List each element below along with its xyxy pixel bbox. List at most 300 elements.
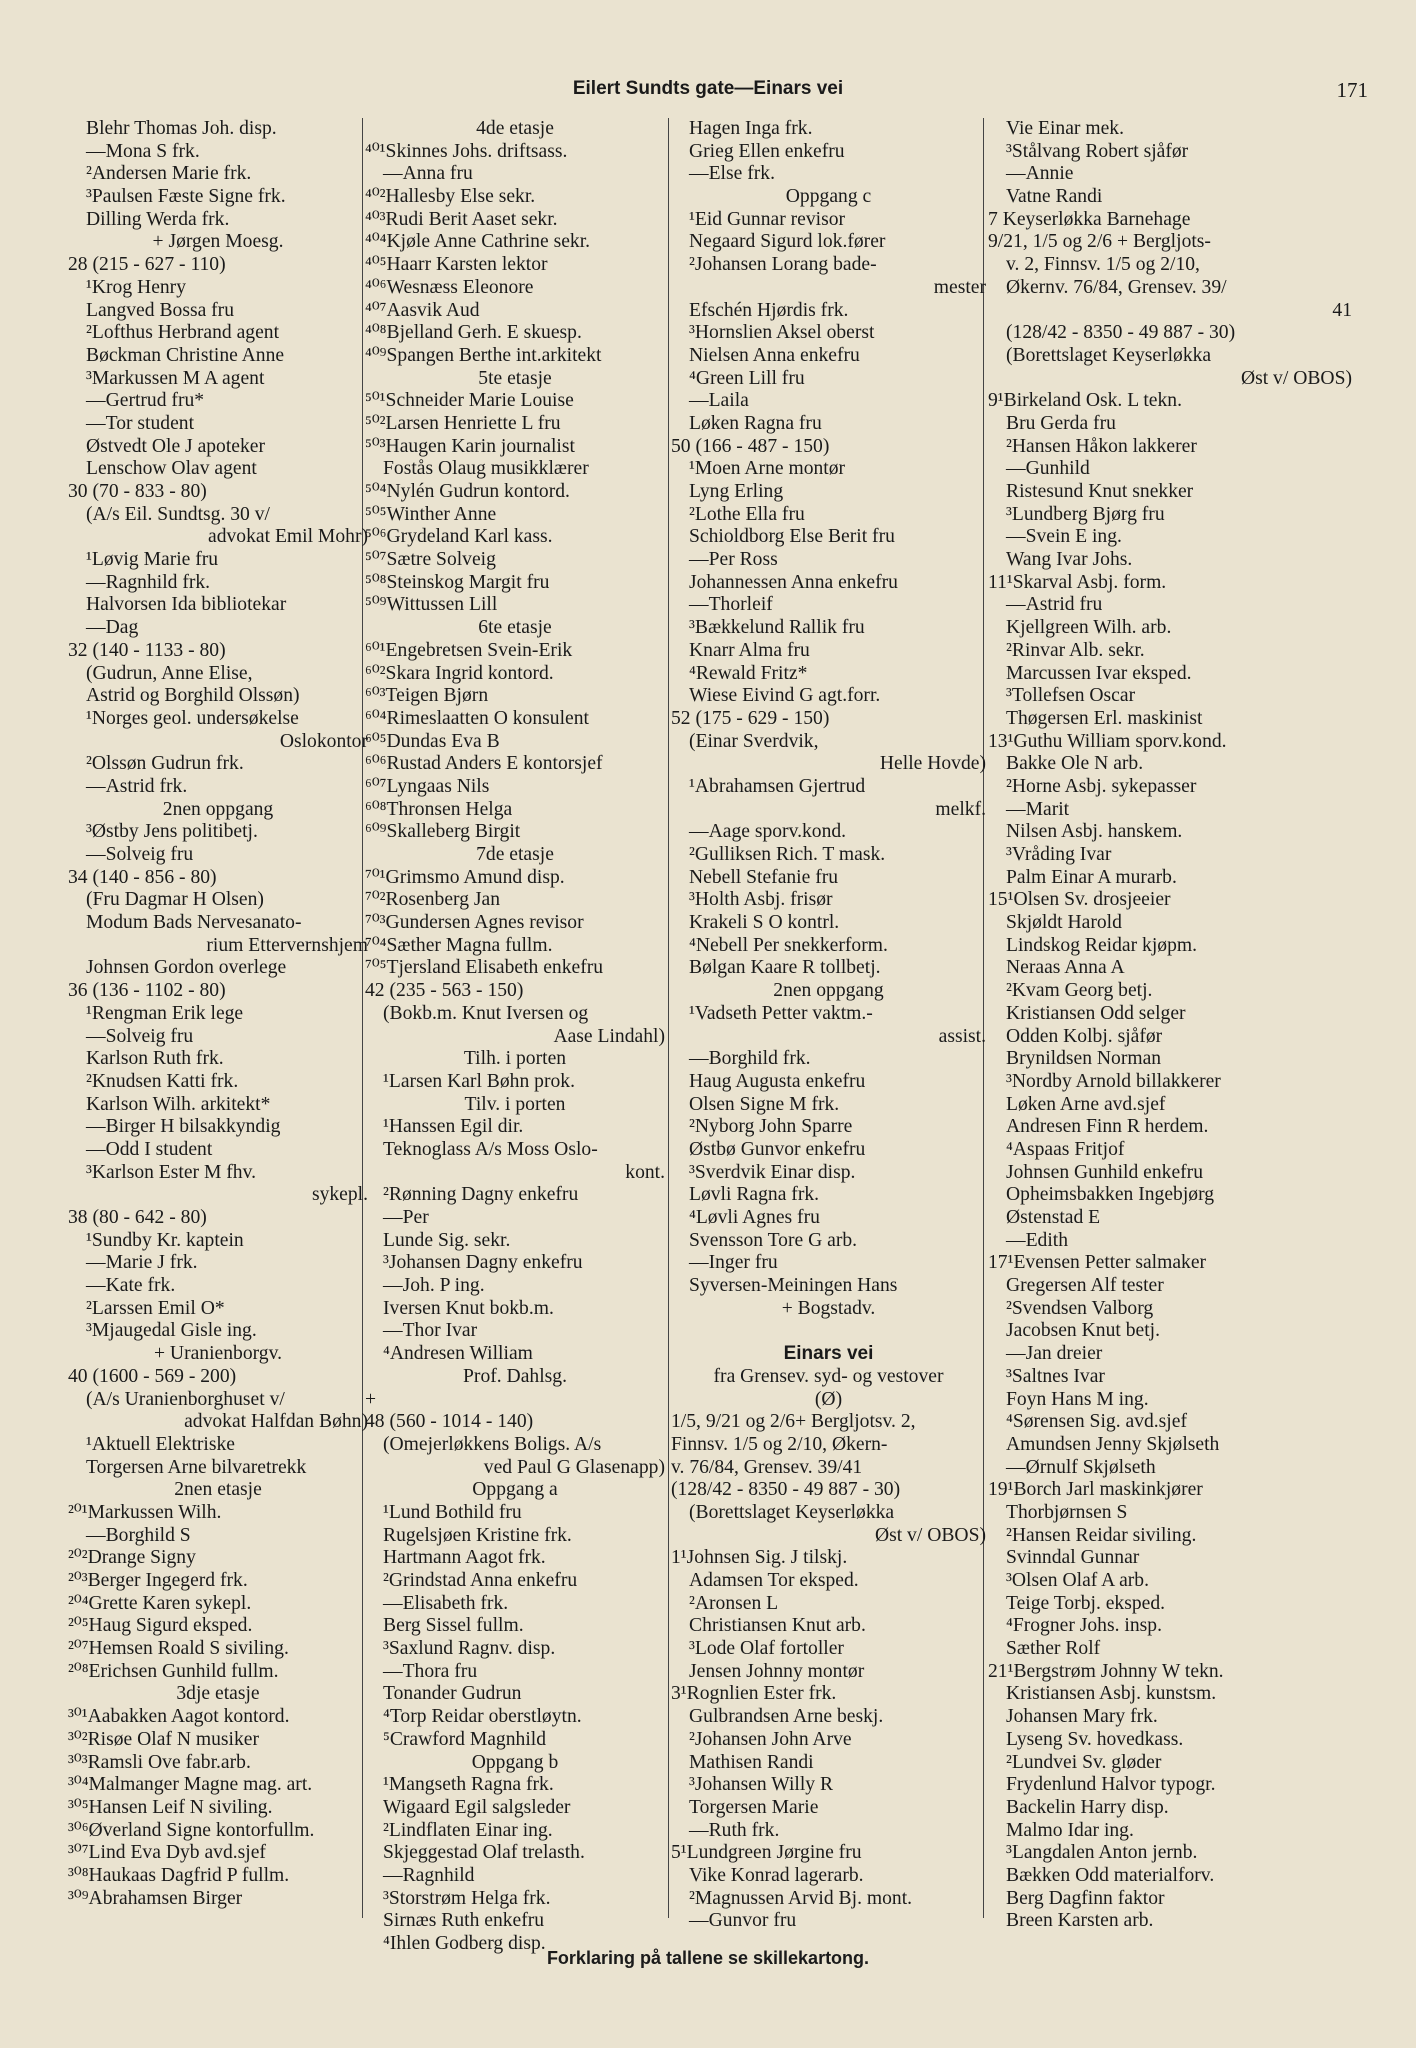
directory-line: Bru Gerda fru <box>1006 412 1116 434</box>
directory-line: ⁴Green Lill fru <box>689 367 805 389</box>
directory-line: ⁵Crawford Magnhild <box>383 1728 547 1750</box>
running-title: Eilert Sundts gate—Einars vei <box>572 78 844 99</box>
directory-line: Vatne Randi <box>1006 186 1103 208</box>
directory-line: 5¹Lundgreen Jørgine fru <box>671 1842 862 1864</box>
directory-line: rium Ettervernshjem <box>206 934 368 956</box>
directory-line: ²Andersen Marie frk. <box>86 163 252 185</box>
directory-line: + Bogstadv. <box>781 1297 876 1319</box>
directory-line: fra Grensev. syd- og vestover <box>713 1365 944 1387</box>
directory-line: —Annie <box>1006 163 1074 185</box>
directory-line: ²Horne Asbj. sykepasser <box>1006 775 1197 797</box>
directory-line: ⁵⁰⁷Sætre Solveig <box>365 549 496 571</box>
directory-line: 32 (140 - 1133 - 80) <box>68 639 226 661</box>
directory-line: Johnsen Gordon overlege <box>86 957 287 979</box>
directory-line: ⁴Nebell Per snekkerform. <box>689 934 888 956</box>
directory-line: ³⁰⁴Malmanger Magne mag. art. <box>68 1774 313 1796</box>
directory-line: ²⁰¹Markussen Wilh. <box>68 1501 222 1523</box>
directory-line: (128/42 - 8350 - 49 887 - 30) <box>671 1479 901 1501</box>
directory-line: Grieg Ellen enkefru <box>689 140 845 162</box>
directory-line: v. 76/84, Grensev. 39/41 <box>671 1456 863 1478</box>
directory-line: 41 <box>1332 299 1352 321</box>
directory-line: Rugelsjøen Kristine frk. <box>383 1524 572 1546</box>
directory-line: Lyng Erling <box>689 481 784 502</box>
directory-line: ²⁰⁷Hemsen Roald S siviling. <box>68 1638 289 1660</box>
directory-line: 30 (70 - 833 - 80) <box>68 481 207 502</box>
directory-line: Thøgersen Erl. maskinist <box>1006 707 1203 729</box>
directory-line: 3dje etasje <box>176 1683 260 1705</box>
directory-line: Kristiansen Asbj. kunstsm. <box>1006 1683 1217 1705</box>
directory-line: ³Lundberg Bjørg fru <box>1006 503 1165 525</box>
directory-line: ⁴⁰⁵Haarr Karsten lektor <box>365 254 548 276</box>
directory-line: ⁴Andresen William <box>383 1343 533 1365</box>
directory-line: 40 (1600 - 569 - 200) <box>68 1365 237 1387</box>
directory-line: + <box>365 1388 377 1410</box>
directory-line: ²Grindstad Anna enkefru <box>383 1570 578 1591</box>
directory-line: Lyseng Sv. hovedkass. <box>1006 1728 1184 1750</box>
directory-line: Neraas Anna A <box>1006 957 1125 979</box>
directory-line: ⁶⁰³Teigen Bjørn <box>365 685 489 707</box>
directory-line: advokat Emil Mohr) <box>208 526 368 548</box>
directory-line: Frydenlund Halvor typogr. <box>1006 1774 1216 1796</box>
directory-line: Bakke Ole N arb. <box>1006 753 1144 775</box>
directory-line: ³⁰³Ramsli Ove fabr.arb. <box>68 1751 251 1773</box>
directory-line: ³Nordby Arnold billakkerer <box>1006 1070 1221 1092</box>
directory-column-4 <box>988 118 1352 1933</box>
directory-line: Oppgang a <box>472 1479 558 1501</box>
directory-line: ²Lothe Ella fru <box>689 503 805 525</box>
directory-line: —Edith <box>1006 1229 1069 1251</box>
directory-line: ⁷⁰³Gundersen Agnes revisor <box>365 912 584 934</box>
directory-line: Mathisen Randi <box>689 1751 814 1773</box>
directory-line: —Thora fru <box>383 1660 478 1682</box>
directory-line: ⁴Torp Reidar oberstløytn. <box>383 1706 582 1728</box>
directory-line: ³Saxlund Ragnv. disp. <box>383 1638 556 1660</box>
directory-line: ²Nyborg John Sparre <box>689 1116 853 1138</box>
directory-line: Tonander Gudrun <box>383 1683 522 1705</box>
directory-line: ²Larssen Emil O* <box>86 1297 225 1319</box>
directory-line: Andresen Finn R herdem. <box>1006 1116 1209 1138</box>
directory-line: —Solveig fru <box>86 844 194 865</box>
directory-line: Wiese Eivind G agt.forr. <box>689 685 881 707</box>
directory-line: mester <box>933 276 986 298</box>
directory-line: ²Johansen Lorang bade- <box>689 254 877 276</box>
directory-line: Modum Bads Nervesanato- <box>86 912 302 934</box>
directory-line: ⁴⁰²Hallesby Else sekr. <box>365 186 536 208</box>
directory-line: Negaard Sigurd lok.fører <box>689 231 886 253</box>
directory-line: 52 (175 - 629 - 150) <box>671 707 830 729</box>
directory-line: 11¹Skarval Asbj. form. <box>988 571 1167 593</box>
directory-line: Nilsen Asbj. hanskem. <box>1006 821 1183 843</box>
directory-line: Finnsv. 1/5 og 2/10, Økern- <box>671 1433 888 1455</box>
directory-line: ¹Rengman Erik lege <box>86 1002 244 1024</box>
directory-line: —Elisabeth frk. <box>383 1592 509 1614</box>
directory-line: Kjellgreen Wilh. arb. <box>1006 617 1172 639</box>
directory-line: Breen Karsten arb. <box>1006 1910 1154 1932</box>
directory-line: ³Markussen M A agent <box>86 367 265 389</box>
directory-line: Berg Sissel fullm. <box>383 1615 524 1637</box>
directory-line: ¹Moen Arne montør <box>689 458 846 480</box>
directory-line: ⁴Ihlen Godberg disp. <box>383 1933 546 1954</box>
directory-line: Vike Konrad lagerarb. <box>689 1864 864 1886</box>
directory-line: Johannessen Anna enkefru <box>689 571 898 593</box>
directory-line: Christiansen Knut arb. <box>689 1615 866 1637</box>
directory-line: —Kate frk. <box>86 1275 176 1297</box>
directory-line: ³Saltnes Ivar <box>1006 1365 1105 1387</box>
directory-line: Tilv. i porten <box>464 1093 566 1115</box>
directory-line: + Uranienborgv. <box>153 1343 283 1365</box>
directory-line: ³Johansen Dagny enkefru <box>383 1252 583 1274</box>
directory-line: Haug Augusta enkefru <box>689 1070 866 1092</box>
directory-line: Malmo Idar ing. <box>1006 1819 1134 1841</box>
directory-line: —Birger H bilsakkyndig <box>86 1116 281 1138</box>
directory-line: Amundsen Jenny Skjølseth <box>1006 1433 1220 1455</box>
page-number: 171 <box>1336 78 1368 102</box>
directory-line: Bølgan Kaare R tollbetj. <box>689 957 881 979</box>
directory-line: ¹Eid Gunnar revisor <box>689 208 846 230</box>
directory-line: —Mona S frk. <box>86 140 200 162</box>
page-header <box>40 78 1376 108</box>
directory-line: ³Johansen Willy R <box>689 1774 834 1796</box>
directory-line: ³⁰⁵Hansen Leif N siviling. <box>68 1796 273 1818</box>
directory-line: (128/42 - 8350 - 49 887 - 30) <box>1006 322 1236 344</box>
directory-line: —Aage sporv.kond. <box>689 821 847 843</box>
directory-line: ¹Løvig Marie fru <box>86 549 219 571</box>
directory-line: Øst v/ OBOS) <box>1240 367 1352 389</box>
directory-line: ²⁰²Drange Signy <box>68 1547 196 1569</box>
directory-line: sykepl. <box>311 1184 368 1206</box>
directory-line: ³Langdalen Anton jernb. <box>1006 1842 1198 1864</box>
directory-line: ²Rinvar Alb. sekr. <box>1006 639 1145 661</box>
directory-line: 2nen oppgang <box>773 980 884 1002</box>
directory-line: ⁵⁰⁶Grydeland Karl kass. <box>365 526 553 548</box>
directory-line: advokat Halfdan Bøhn) <box>184 1411 368 1433</box>
directory-line: ⁶⁰⁵Dundas Eva B <box>365 730 500 752</box>
directory-line: ³Paulsen Fæste Signe frk. <box>86 186 286 208</box>
directory-line: 9/21, 1/5 og 2/6 + Bergljots- <box>988 231 1211 253</box>
directory-line: —Borghild frk. <box>689 1048 811 1070</box>
directory-line: Foyn Hans M ing. <box>1006 1388 1149 1410</box>
directory-line: Marcussen Ivar eksped. <box>1006 662 1192 684</box>
directory-line: Opheimsbakken Ingebjørg <box>1006 1184 1215 1206</box>
directory-line: ³Lode Olaf fortoller <box>689 1638 844 1660</box>
directory-line: Vie Einar mek. <box>1006 118 1124 139</box>
directory-line: ³⁰⁸Haukaas Dagfrid P fullm. <box>68 1864 290 1886</box>
directory-line: Oppgang b <box>471 1751 559 1773</box>
directory-line: 5te etasje <box>478 367 552 389</box>
directory-line: ⁴⁰⁹Spangen Berthe int.arkitekt <box>365 344 602 366</box>
directory-line: ⁶⁰⁶Rustad Anders E kontorsjef <box>365 753 603 775</box>
directory-line: Bøckman Christine Anne <box>86 344 285 366</box>
directory-line: ⁷⁰¹Grimsmo Amund disp. <box>365 866 565 888</box>
directory-line: —Ørnulf Skjølseth <box>1006 1456 1156 1478</box>
directory-line: ²Magnussen Arvid Bj. mont. <box>689 1887 913 1909</box>
directory-line: Tilh. i porten <box>463 1048 567 1070</box>
directory-line: ²Johansen John Arve <box>689 1728 852 1750</box>
directory-line: Østbø Gunvor enkefru <box>689 1138 866 1160</box>
directory-line: (Einar Sverdvik, <box>689 730 819 752</box>
directory-columns <box>68 118 1352 1954</box>
directory-line: Johansen Mary frk. <box>1006 1706 1158 1728</box>
directory-line: Schioldborg Else Berit fru <box>689 526 895 548</box>
directory-line: ³Bækkelund Rallik fru <box>689 617 865 639</box>
directory-line: ved Paul G Glasenapp) <box>483 1456 665 1478</box>
directory-line: —Joh. P ing. <box>383 1275 485 1297</box>
directory-line: ⁶⁰⁹Skalleberg Birgit <box>365 821 521 843</box>
directory-line: ⁴⁰⁷Aasvik Aud <box>365 299 480 321</box>
directory-line: Øst v/ OBOS) <box>874 1524 986 1546</box>
directory-line: —Gunhild <box>1006 458 1090 480</box>
directory-line: Brynildsen Norman <box>1006 1048 1162 1070</box>
directory-line: —Thorleif <box>689 594 773 616</box>
directory-line: (Fru Dagmar H Olsen) <box>86 889 264 911</box>
directory-line: —Else frk. <box>689 163 775 185</box>
directory-line: 3¹Rognlien Ester frk. <box>671 1683 837 1705</box>
directory-line: v. 2, Finnsv. 1/5 og 2/10, <box>1006 254 1200 276</box>
directory-line: Teige Torbj. eksped. <box>1006 1592 1166 1614</box>
directory-line: —Dag <box>86 617 139 639</box>
directory-line: Svinndal Gunnar <box>1006 1547 1140 1569</box>
directory-line: Wigaard Egil salgsleder <box>383 1796 571 1818</box>
directory-line: ²Hansen Håkon lakkerer <box>1006 435 1197 457</box>
directory-line: Aase Lindahl) <box>553 1025 665 1047</box>
directory-line: —Svein E ing. <box>1006 526 1122 548</box>
directory-line: 17¹Evensen Petter salmaker <box>988 1252 1207 1274</box>
directory-line: ⁵⁰⁵Winther Anne <box>365 503 497 525</box>
directory-line: Østenstad E <box>1006 1207 1101 1228</box>
directory-line: Kristiansen Odd selger <box>1006 1002 1186 1024</box>
directory-line: 2nen oppgang <box>162 798 274 820</box>
directory-line: Wang Ivar Johs. <box>1006 549 1133 571</box>
directory-line: ⁴Løvli Agnes fru <box>689 1207 820 1228</box>
directory-line: Oslokontor <box>279 730 368 752</box>
directory-line: ¹Larsen Karl Bøhn prok. <box>383 1070 575 1092</box>
directory-line: Berg Dagfinn faktor <box>1006 1887 1165 1909</box>
directory-line: 36 (136 - 1102 - 80) <box>68 980 226 1002</box>
directory-line: ³Østby Jens politibetj. <box>86 821 258 843</box>
directory-line: —Per <box>383 1207 429 1228</box>
directory-line: + Jørgen Moesg. <box>152 231 284 253</box>
directory-line: Odden Kolbj. sjåfør <box>1006 1025 1163 1047</box>
directory-line: ³Hornslien Aksel oberst <box>689 322 875 344</box>
directory-line: Gregersen Alf tester <box>1006 1275 1164 1297</box>
directory-line: Dilling Werda frk. <box>86 208 230 230</box>
directory-line: —Borghild S <box>86 1524 191 1546</box>
directory-line: Nielsen Anna enkefru <box>689 344 860 366</box>
directory-line: Halvorsen Ida bibliotekar <box>86 594 287 616</box>
directory-line: ⁶⁰⁴Rimeslaatten O konsulent <box>365 707 589 729</box>
directory-line: Svensson Tore G arb. <box>689 1229 858 1251</box>
directory-line: Palm Einar A murarb. <box>1006 866 1177 888</box>
directory-line: Thorbjørnsen S <box>1006 1501 1128 1523</box>
directory-line: 42 (235 - 563 - 150) <box>365 980 524 1002</box>
directory-line: Langved Bossa fru <box>86 299 235 321</box>
directory-line: Torgersen Marie <box>689 1796 819 1818</box>
directory-line: ⁵⁰⁹Wittussen Lill <box>365 594 498 616</box>
directory-line: kont. <box>625 1161 665 1183</box>
directory-line: Hartmann Aagot frk. <box>383 1547 546 1569</box>
directory-line: ⁵⁰³Haugen Karin journalist <box>365 435 575 457</box>
directory-line: ³⁰⁶Øverland Signe kontorfullm. <box>68 1819 315 1841</box>
directory-line: ⁴⁰³Rudi Berit Aaset sekr. <box>365 208 558 230</box>
directory-line: (Borettslaget Keyserløkka <box>1006 344 1212 366</box>
directory-line: —Astrid frk. <box>86 775 188 797</box>
directory-line: —Anna fru <box>383 163 473 185</box>
directory-line: Johnsen Gunhild enkefru <box>1006 1161 1203 1183</box>
directory-line: —Solveig fru <box>86 1025 194 1047</box>
directory-line: ⁴⁰⁴Kjøle Anne Cathrine sekr. <box>365 231 591 253</box>
directory-line: —Gunvor fru <box>689 1910 797 1932</box>
directory-line: (Borettslaget Keyserløkka <box>689 1501 895 1523</box>
directory-line: Skjøldt Harold <box>1006 912 1122 934</box>
directory-line: ³⁰²Risøe Olaf N musiker <box>68 1728 260 1750</box>
directory-line: —Odd I student <box>86 1138 213 1160</box>
directory-line: ²⁰⁵Haug Sigurd eksped. <box>68 1615 253 1637</box>
directory-line: Løken Arne avd.sjef <box>1006 1093 1166 1115</box>
directory-line: ²Lindflaten Einar ing. <box>383 1819 553 1841</box>
directory-line: ⁶⁰⁷Lyngaas Nils <box>365 775 490 797</box>
directory-line: —Gertrud fru* <box>86 390 205 412</box>
directory-line: —Laila <box>689 390 749 412</box>
directory-line: —Per Ross <box>689 549 778 571</box>
directory-line: Blehr Thomas Joh. disp. <box>86 118 277 139</box>
directory-line: ⁵⁰¹Schneider Marie Louise <box>365 390 574 412</box>
directory-line: —Marit <box>1006 798 1070 820</box>
footer-note: Forklaring på tallene se skillekartong. <box>546 1948 870 1968</box>
directory-line: ¹Hanssen Egil dir. <box>383 1116 524 1138</box>
directory-line: ⁵⁰⁸Steinskog Margit fru <box>365 571 550 593</box>
directory-line: Karlson Ruth frk. <box>86 1048 224 1070</box>
directory-line: Olsen Signe M frk. <box>689 1093 840 1115</box>
directory-line: ⁶⁰²Skara Ingrid kontord. <box>365 662 554 684</box>
directory-line: ⁷⁰²Rosenberg Jan <box>365 889 501 911</box>
directory-line: —Thor Ivar <box>383 1320 478 1342</box>
directory-line: ³Stålvang Robert sjåfør <box>1006 140 1189 162</box>
directory-line: ²Gulliksen Rich. T mask. <box>689 844 886 865</box>
directory-line: (Bokb.m. Knut Iversen og <box>383 1002 589 1024</box>
directory-line: 15¹Olsen Sv. drosjeeier <box>988 889 1171 911</box>
directory-line: ⁴Frogner Johs. insp. <box>1006 1615 1162 1637</box>
directory-line: Løken Ragna fru <box>689 412 822 434</box>
directory-line: Torgersen Arne bilvaretrekk <box>86 1456 307 1478</box>
directory-line: 7 Keyserløkka Barnehage <box>988 208 1191 230</box>
directory-line: ⁴⁰⁸Bjelland Gerh. E skuesp. <box>365 322 582 344</box>
directory-line: 7de etasje <box>476 844 554 865</box>
directory-line: (Omejerløkkens Boligs. A/s <box>383 1433 602 1455</box>
directory-line: Sæther Rolf <box>1006 1638 1101 1660</box>
directory-line: Jacobsen Knut betj. <box>1006 1320 1160 1342</box>
directory-line: 13¹Guthu William sporv.kond. <box>988 730 1227 752</box>
directory-line: ⁴⁰¹Skinnes Johs. driftsass. <box>365 140 568 162</box>
directory-line: 48 (560 - 1014 - 140) <box>365 1411 534 1433</box>
directory-line: ⁴Rewald Fritz* <box>689 662 808 684</box>
directory-line: —Inger fru <box>689 1252 778 1274</box>
directory-line: Løvli Ragna frk. <box>689 1184 820 1206</box>
directory-line: ³Karlson Ester M fhv. <box>86 1161 257 1183</box>
directory-line: ⁵⁰²Larsen Henriette L fru <box>365 412 561 434</box>
directory-line <box>671 1320 986 1343</box>
directory-line: ³⁰⁹Abrahamsen Birger <box>68 1887 243 1909</box>
directory-line: ³⁰⁷Lind Eva Dyb avd.sjef <box>68 1842 266 1864</box>
directory-line: ²Lofthus Herbrand agent <box>86 322 280 344</box>
directory-line: ⁶⁰⁸Thronsen Helga <box>365 798 513 820</box>
directory-column-1 <box>68 118 368 1910</box>
directory-line: 21¹Bergstrøm Johnny W tekn. <box>988 1660 1224 1682</box>
directory-line: Østvedt Ole J apoteker <box>86 435 266 457</box>
directory-line: 6te etasje <box>478 617 552 639</box>
directory-line: Karlson Wilh. arkitekt* <box>86 1093 271 1115</box>
directory-line: Ristesund Knut snekker <box>1006 481 1194 502</box>
directory-line: ²Aronsen L <box>689 1592 779 1614</box>
directory-line: (Gudrun, Anne Elise, <box>86 662 253 684</box>
directory-line: ²⁰⁴Grette Karen sykepl. <box>68 1592 252 1614</box>
directory-line: Lunde Sig. sekr. <box>383 1229 511 1251</box>
directory-line: Sirnæs Ruth enkefru <box>383 1910 545 1932</box>
directory-line: ¹Mangseth Ragna frk. <box>383 1774 554 1796</box>
directory-line: Prof. Dahlsg. <box>463 1365 567 1387</box>
directory-line: (A/s Uranienborghuset v/ <box>86 1388 285 1410</box>
directory-line: melkf. <box>935 798 986 820</box>
directory-line: Knarr Alma fru <box>689 639 810 661</box>
directory-line: —Ruth frk. <box>689 1819 780 1841</box>
directory-line: ⁵⁰⁴Nylén Gudrun kontord. <box>365 481 570 502</box>
directory-line: Jensen Johnny montør <box>689 1660 865 1682</box>
directory-line: ²Kvam Georg betj. <box>1006 980 1153 1002</box>
directory-line: ¹Vadseth Petter vaktm.- <box>689 1002 873 1024</box>
directory-line: —Jan dreier <box>1006 1343 1103 1365</box>
directory-line: ²⁰⁸Erichsen Gunhild fullm. <box>68 1660 279 1682</box>
directory-line: 9¹Birkeland Osk. L tekn. <box>988 390 1182 412</box>
directory-line: ³Storstrøm Helga frk. <box>383 1887 551 1909</box>
directory-line: Syversen-Meiningen Hans <box>689 1275 898 1297</box>
directory-line: ¹Krog Henry <box>86 276 187 298</box>
directory-line: Lindskog Reidar kjøpm. <box>1006 934 1198 956</box>
directory-line: —Tor student <box>86 412 195 434</box>
directory-line: ⁴Sørensen Sig. avd.sjef <box>1006 1411 1187 1433</box>
directory-line: ¹Norges geol. undersøkelse <box>86 707 299 729</box>
directory-line: —Astrid fru <box>1006 594 1103 616</box>
directory-line: ³⁰¹Aabakken Aagot kontord. <box>68 1706 290 1728</box>
directory-line: (A/s Eil. Sundtsg. 30 v/ <box>86 503 270 525</box>
directory-line: Iversen Knut bokb.m. <box>383 1297 554 1319</box>
directory-line: ⁷⁰⁴Sæther Magna fullm. <box>365 934 553 956</box>
directory-line: 28 (215 - 627 - 110) <box>68 254 226 276</box>
directory-line: Astrid og Borghild Olssøn) <box>86 685 300 707</box>
directory-line: Nebell Stefanie fru <box>689 866 839 888</box>
directory-line: ⁴Aspaas Fritjof <box>1006 1138 1125 1160</box>
directory-line: 38 (80 - 642 - 80) <box>68 1207 207 1228</box>
directory-line: ³Holth Asbj. frisør <box>689 889 833 911</box>
directory-line: ³Tollefsen Oscar <box>1006 685 1136 707</box>
directory-line: Fostås Olaug musikklærer <box>383 458 589 480</box>
directory-line: ²⁰³Berger Ingegerd frk. <box>68 1570 248 1591</box>
directory-line: ²Olssøn Gudrun frk. <box>86 753 244 775</box>
directory-column-3 <box>671 118 986 1933</box>
directory-line: assist. <box>938 1025 986 1047</box>
directory-line: Teknoglass A/s Moss Oslo- <box>383 1138 598 1160</box>
directory-line: Backelin Harry disp. <box>1006 1796 1169 1818</box>
directory-line: 4de etasje <box>476 118 554 139</box>
directory-line: Helle Hovde) <box>879 753 986 775</box>
directory-line: ³Mjaugedal Gisle ing. <box>86 1320 257 1342</box>
directory-column-2 <box>365 118 665 1956</box>
section-heading: Einars vei <box>783 1343 874 1365</box>
directory-line: Bækken Odd materialforv. <box>1006 1864 1215 1886</box>
directory-line: ¹Lund Bothild fru <box>383 1501 522 1523</box>
directory-line: ¹Abrahamsen Gjertrud <box>689 775 866 797</box>
directory-line: ³Vråding Ivar <box>1006 844 1112 865</box>
directory-line: 1¹Johnsen Sig. J tilskj. <box>671 1547 848 1569</box>
directory-line: ¹Aktuell Elektriske <box>86 1433 235 1455</box>
